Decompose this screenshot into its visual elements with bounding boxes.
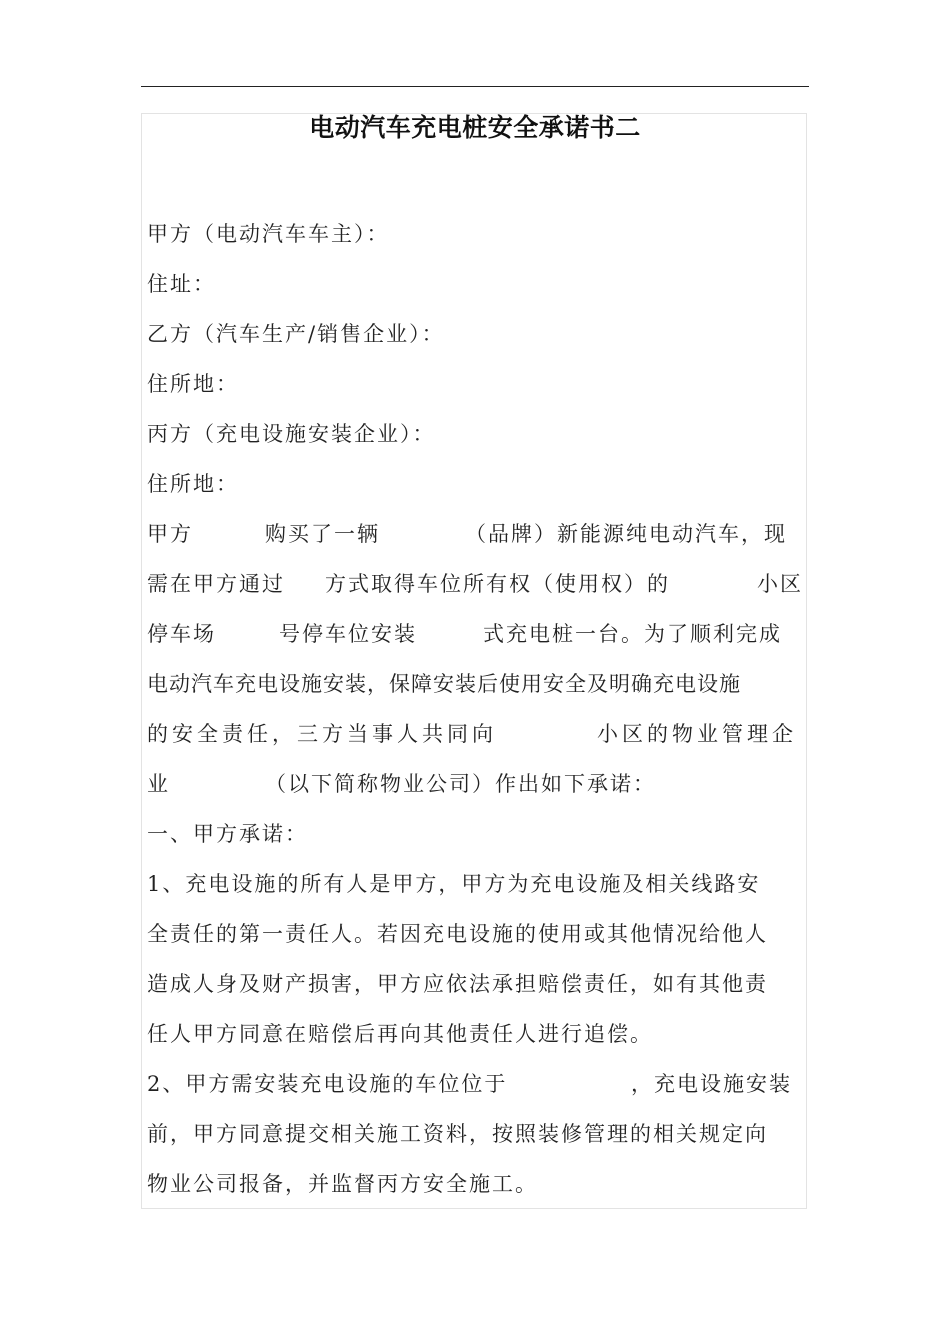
intro-text: 式充电桩一台。为了顺利完成	[483, 622, 782, 646]
section-1-heading: 一、甲方承诺：	[147, 822, 308, 846]
intro-text: 甲方	[147, 522, 193, 546]
item-1-line-2: 全责任的第一责任人。若因充电设施的使用或其他情况给他人	[147, 922, 768, 946]
header-rule	[141, 86, 809, 87]
item-1-line-1: 1、充电设施的所有人是甲方，甲方为充电设施及相关线路安	[147, 872, 761, 896]
intro-text: 号停车位安装	[279, 622, 417, 646]
intro-text: 小区	[757, 572, 803, 596]
party-c-line: 丙方（充电设施安装企业）：	[147, 422, 436, 446]
intro-text: （以下简称物业公司）作出如下承诺：	[265, 772, 656, 796]
document-title: 电动汽车充电桩安全承诺书二	[309, 113, 641, 142]
party-c-address: 住所地：	[147, 472, 239, 496]
intro-text: 方式取得车位所有权（使用权）的	[325, 572, 670, 596]
intro-text: 小区的物业管理企	[597, 722, 797, 746]
item-2-text: 2、甲方需安装充电设施的车位位于	[147, 1072, 508, 1096]
party-b-line: 乙方（汽车生产/销售企业）：	[147, 322, 445, 346]
party-a-address: 住址：	[147, 272, 216, 296]
intro-line-4: 电动汽车充电设施安装，保障安装后使用安全及明确充电设施	[147, 672, 741, 696]
item-2-line-2: 前，甲方同意提交相关施工资料，按照装修管理的相关规定向	[147, 1122, 768, 1146]
intro-text: 业	[147, 772, 170, 796]
intro-text: 购买了一辆	[265, 522, 380, 546]
item-2-text: ，充电设施安装	[631, 1072, 792, 1096]
item-1-line-3: 造成人身及财产损害，甲方应依法承担赔偿责任，如有其他责	[147, 972, 768, 996]
party-a-line: 甲方（电动汽车车主）：	[147, 222, 390, 246]
intro-text: 需在甲方通过	[147, 572, 285, 596]
intro-text: 的安全责任，三方当事人共同向	[147, 722, 497, 746]
intro-text: 停车场	[147, 622, 216, 646]
item-2-line-3: 物业公司报备，并监督丙方安全施工。	[147, 1172, 538, 1196]
intro-text: （品牌）新能源纯电动汽车，现	[465, 522, 787, 546]
item-1-line-4: 任人甲方同意在赔偿后再向其他责任人进行追偿。	[147, 1022, 653, 1046]
party-b-address: 住所地：	[147, 372, 239, 396]
